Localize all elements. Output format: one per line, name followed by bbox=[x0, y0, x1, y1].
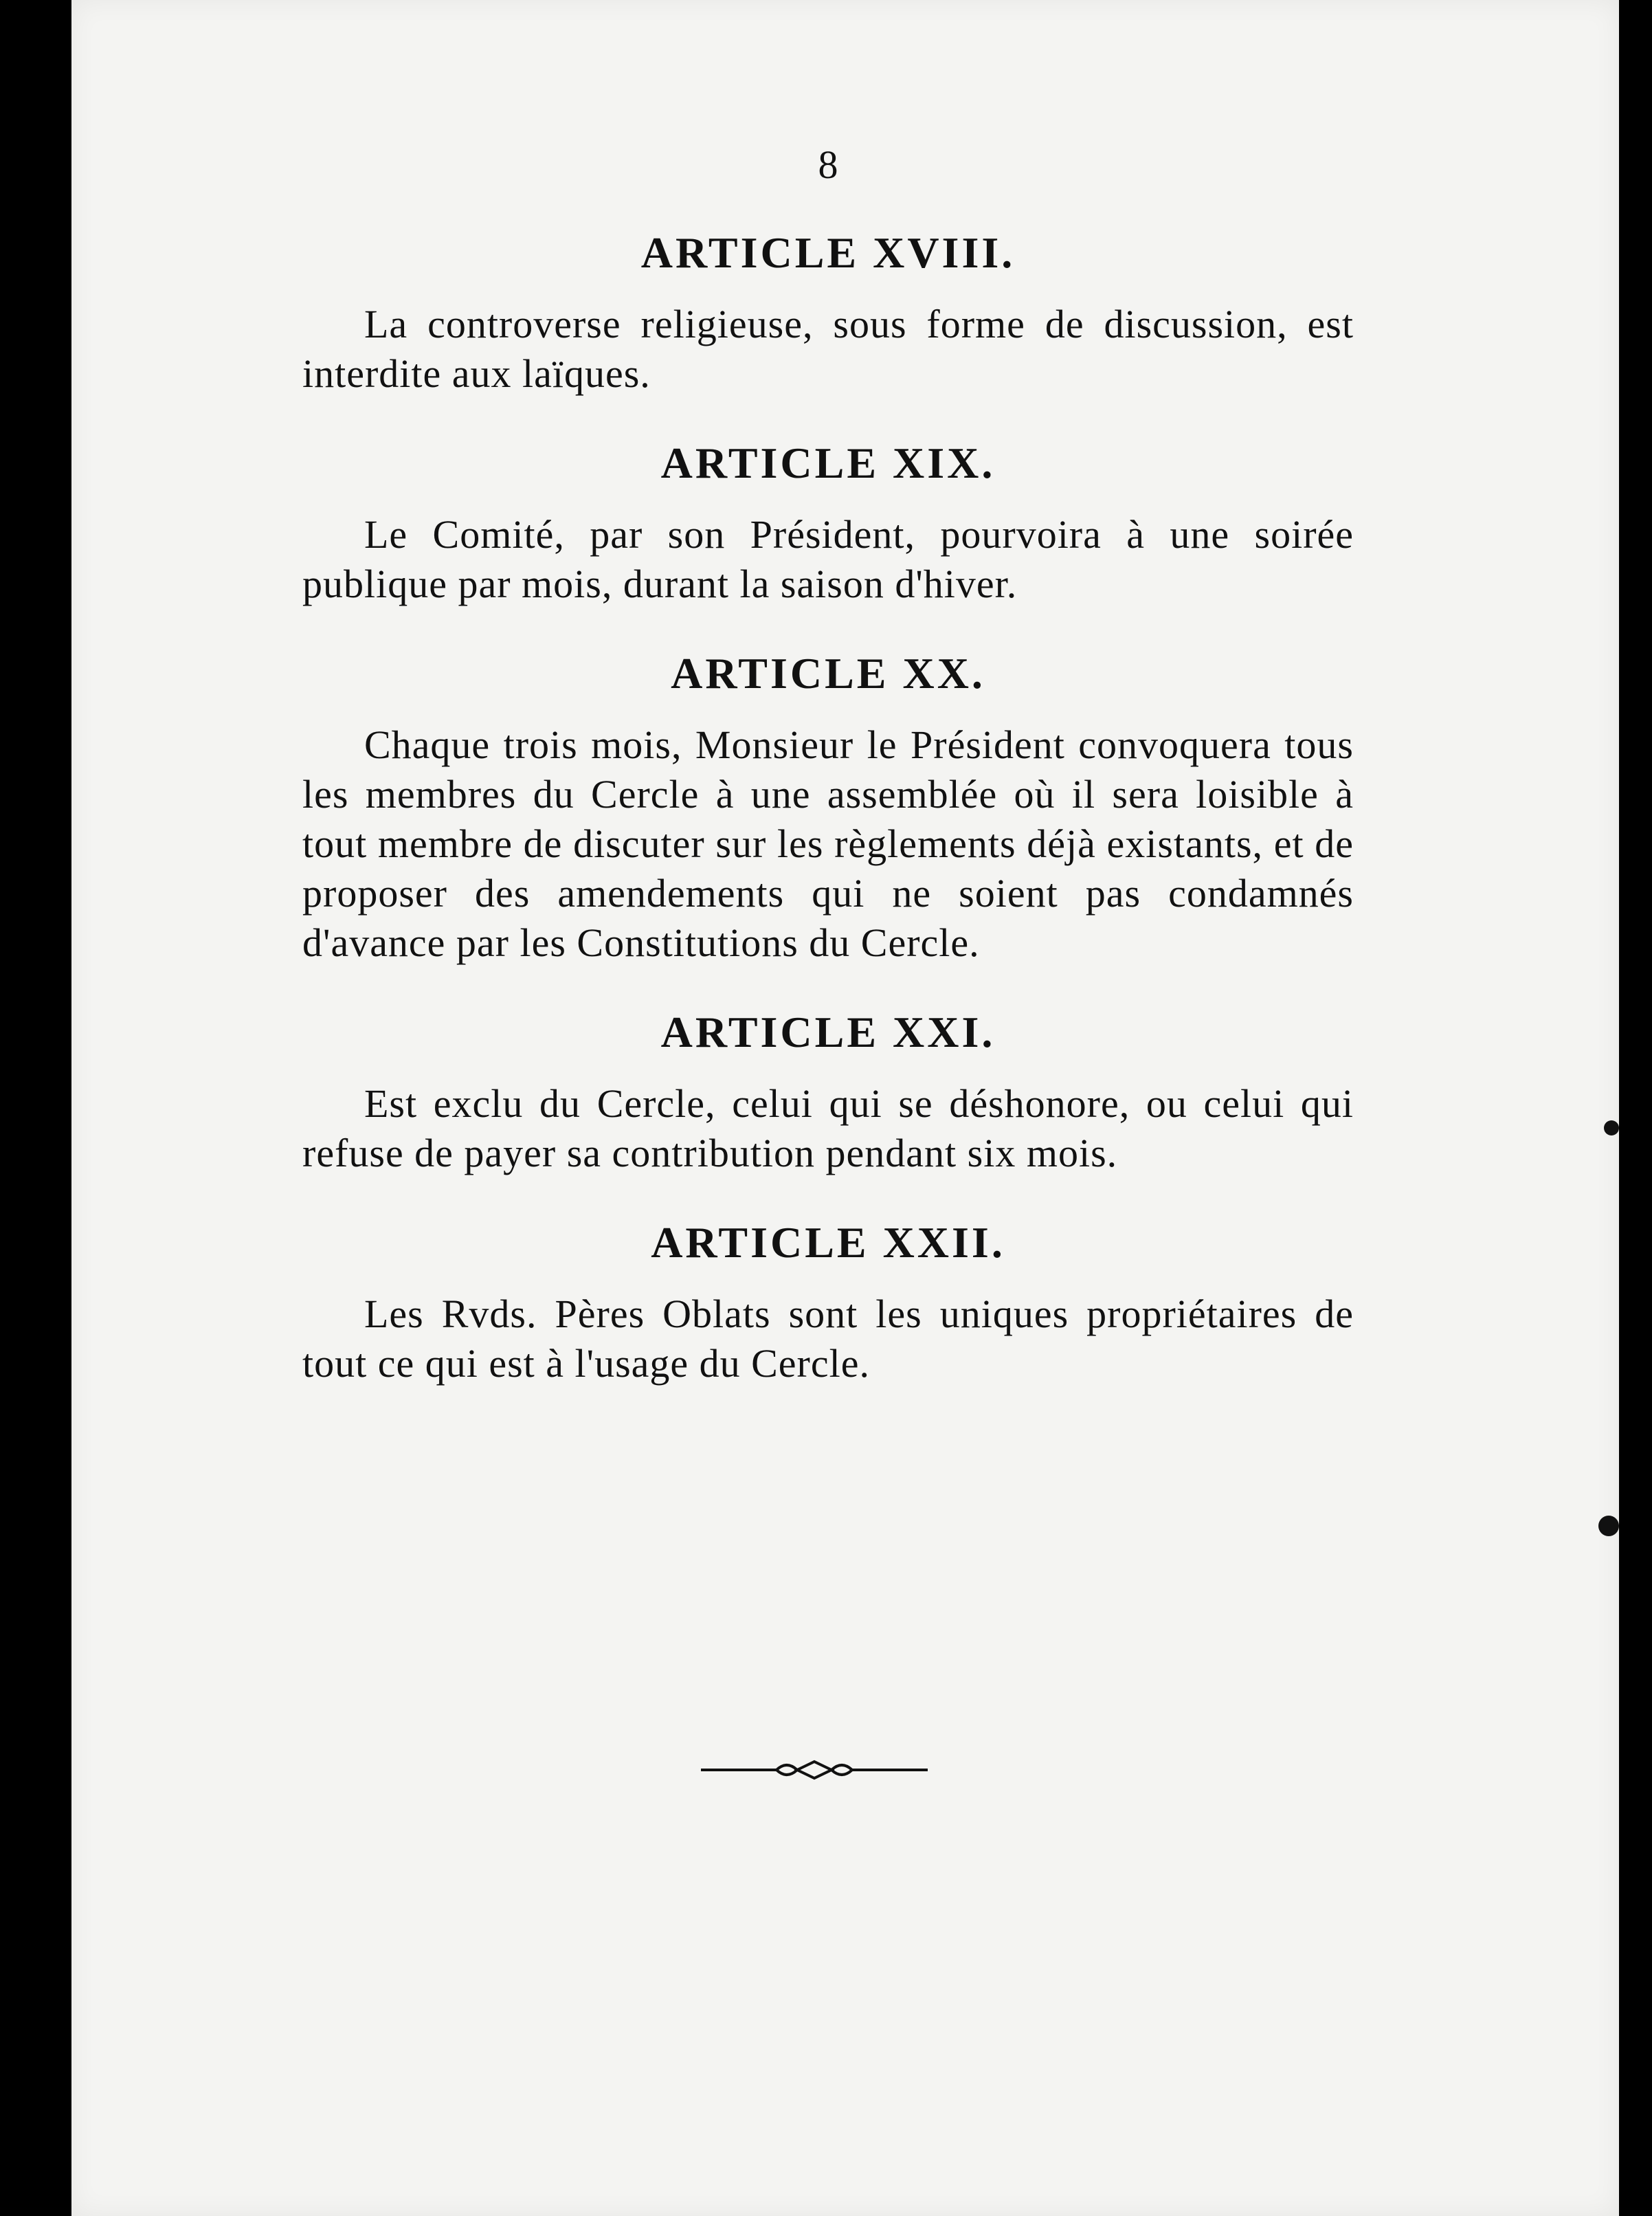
article-text: Le Comité, par son Président, pourvoira à une soirée publique par mois, durant la saison d'hiver. bbox=[302, 512, 1354, 606]
article-heading: ARTICLE XXI. bbox=[660, 1008, 996, 1056]
article-text: Chaque trois mois, Monsieur le Président convoquera tous les membres du Cercle à une assemblée où il sera loisible à tout membre de discuter sur les règlements déjà existants, et de proposer des amendements qui ne soient pas condamnés d'avance par les Constitutions du Cercle. bbox=[302, 722, 1354, 965]
article-text: La controverse religieuse, sous forme de discussion, est interdite aux laïques. bbox=[302, 302, 1354, 396]
article-xx bbox=[302, 647, 1354, 968]
edge-blemish bbox=[1598, 1516, 1619, 1536]
article-text: Est exclu du Cercle, celui qui se déshonore, ou celui qui refuse de payer sa contribution pendant six mois. bbox=[302, 1081, 1354, 1175]
document-content bbox=[302, 131, 1354, 1427]
article-xviii bbox=[302, 227, 1354, 399]
article-heading: ARTICLE XIX. bbox=[660, 439, 996, 487]
article-xxi bbox=[302, 1006, 1354, 1178]
decorative-rule-ornament-icon bbox=[701, 1756, 928, 1784]
article-xix bbox=[302, 437, 1354, 609]
page-number: 8 bbox=[818, 142, 838, 187]
article-heading: ARTICLE XX. bbox=[671, 649, 985, 698]
article-xxii bbox=[302, 1217, 1354, 1388]
article-heading: ARTICLE XVIII. bbox=[640, 228, 1016, 277]
article-text: Les Rvds. Pères Oblats sont les uniques propriétaires de tout ce qui est à l'usage du Cercle. bbox=[302, 1292, 1354, 1386]
edge-blemish bbox=[1604, 1120, 1619, 1135]
article-heading: ARTICLE XXII. bbox=[651, 1218, 1005, 1267]
